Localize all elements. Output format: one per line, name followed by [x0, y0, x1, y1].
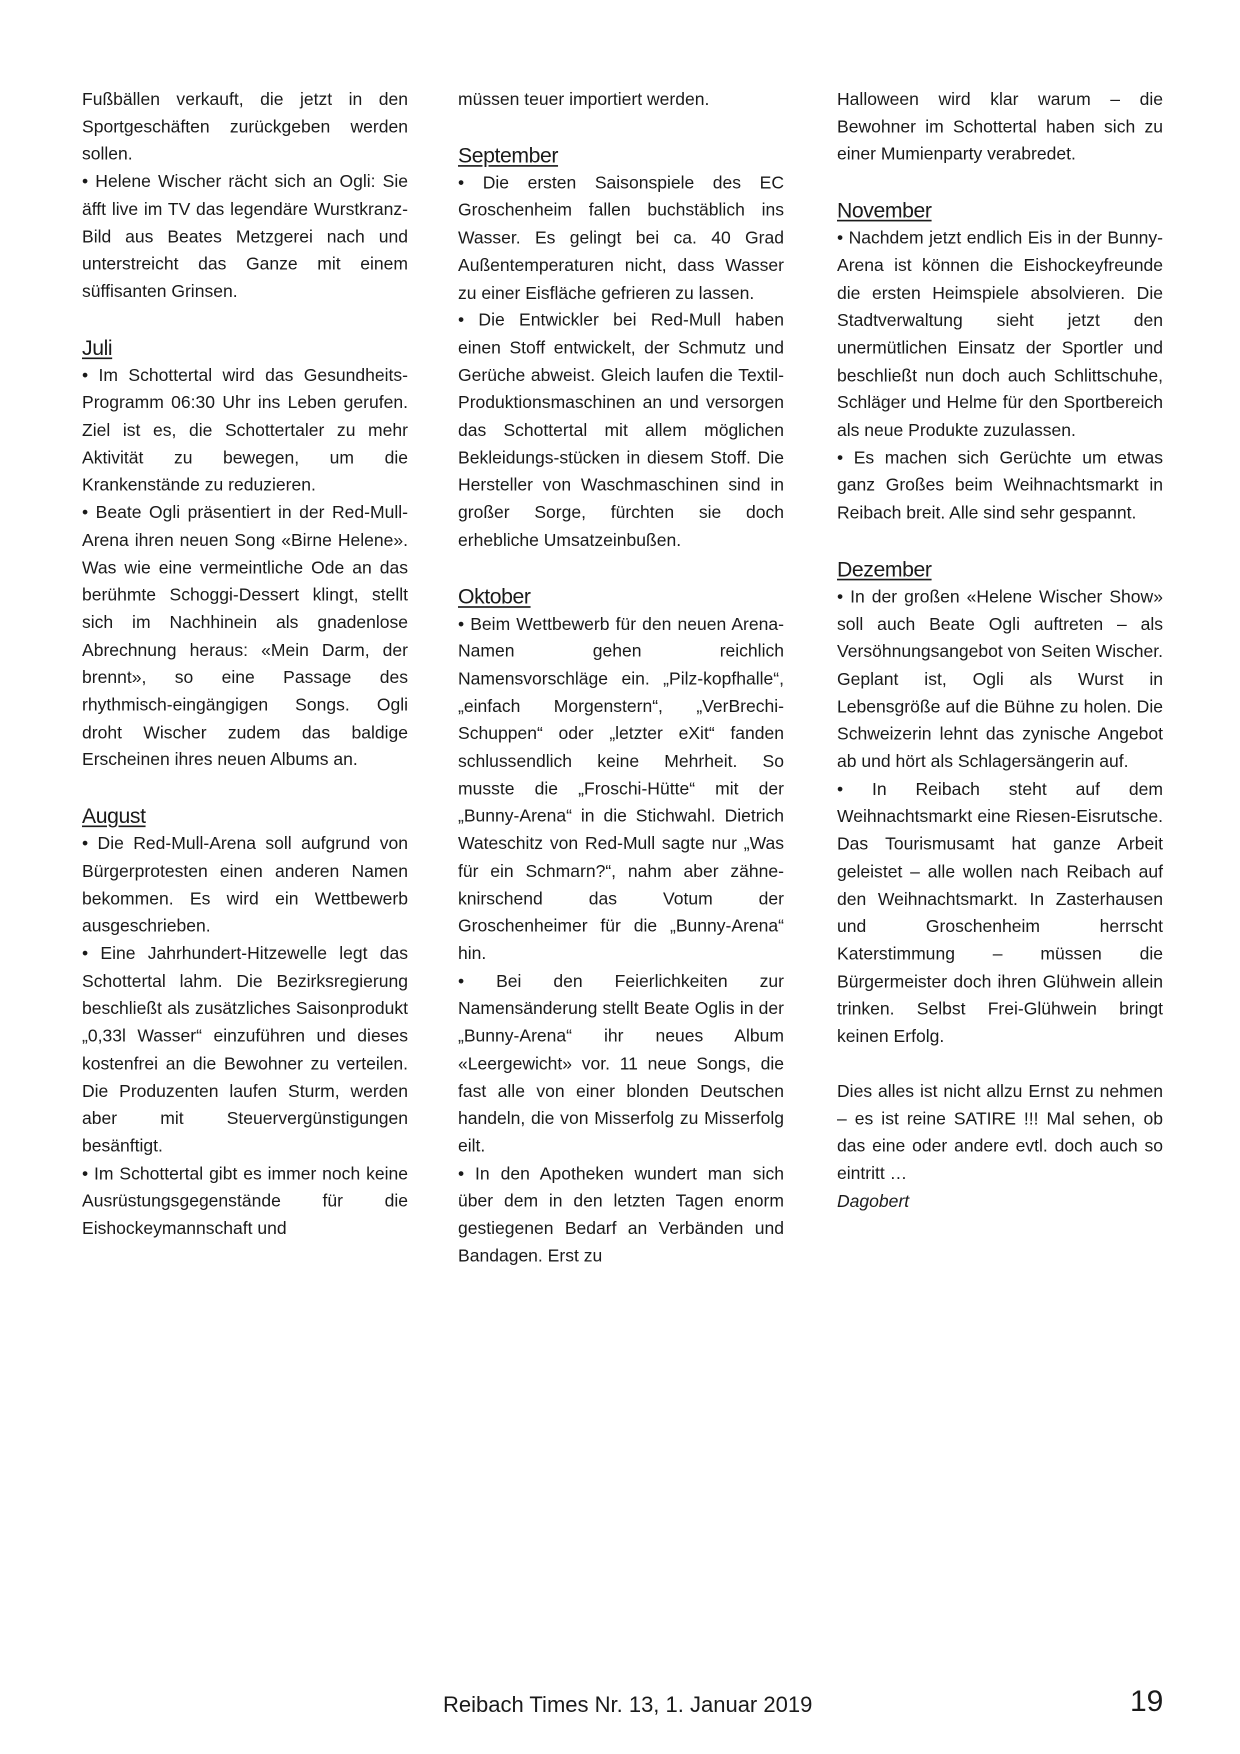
bullet-item: • Beim Wettbewerb für den neuen Arena-Namen gehen reichlich Namensvorschläge ein. „Pilz-kopfhalle“, „einfach Morgenstern“, „VerBrechi-Schuppen“ oder „letzter eXit“ fanden schlussendlich keine Mehrheit. So musste die „Froschi-Hütte“ mit der „Bunny-Arena“ in die Stichwahl. Dietrich Wateschitz von Red-Mull sagte nur „Was für ein Schmarn?“, nahm aber zähne-knirschend das Votum der Groschenheimer für die „Bunny-Arena“ hin.: [458, 611, 784, 968]
bullet-item: • Bei den Feierlichkeiten zur Namensänderung stellt Beate Oglis in der „Bunny-Arena“ ihr neues Album «Leergewicht» vor. 11 neue Songs, die fast alle von einer blonden Deutschen handeln, die von Misserfolg zu Misserfolg eilt.: [458, 968, 784, 1160]
section-heading-juli: Juli: [82, 335, 113, 360]
paragraph-continued: Fußbällen verkauft, die jetzt in den Sportgeschäften zurückgeben werden sollen.: [82, 89, 408, 164]
page-number: 19: [1130, 1685, 1164, 1718]
bullet-item: • Beate Ogli präsentiert in der Red-Mull-Arena ihren neuen Song «Birne Helene». Was wie eine vermeintliche Ode an das berühmte Schoggi-Dessert klingt, stellt sich im Nachhinein als gnadenlose Abrechnung heraus: «Mein Darm, der brennt», so eine Passage des rhythmisch-eingängigen Songs. Ogli droht Wischer zudem das baldige Erscheinen ihres neuen Albums an.: [82, 499, 408, 774]
section-heading-november: November: [837, 197, 932, 223]
footer-publication: Reibach Times Nr. 13, 1. Januar 2019: [443, 1692, 813, 1717]
column-middle: [458, 86, 784, 1270]
paragraph-continued: müssen teuer importiert werden.: [458, 89, 710, 109]
bullet-item: • Im Schottertal wird das Gesundheits-Programm 06:30 Uhr ins Leben gerufen. Ziel ist es, die Schottertaler zu mehr Aktivität zu bewegen, um die Krankenstände zu reduzieren.: [82, 362, 408, 499]
author-signature: Dagobert: [837, 1191, 910, 1211]
section-heading-august: August: [82, 803, 146, 829]
satire-disclaimer: Dies alles ist nicht allzu Ernst zu nehmen – es ist reine SATIRE !!! Mal sehen, ob das eine oder andere evtl. doch auch so eintritt …: [837, 1081, 1163, 1184]
column-right: [837, 86, 1163, 1215]
bullet-item: • Nachdem jetzt endlich Eis in der Bunny-Arena ist können die Eishockeyfreunde die ersten Heimspiele absolvieren. Die Stadtverwaltung sieht jetzt den unermütlichen Einsatz der Sportler und beschließt nun doch auch Schlittschuhe, Schläger und Helme für den Sportbereich als neue Produkte zuzulassen.: [837, 225, 1163, 445]
bullet-item: • Es machen sich Gerüchte um etwas ganz Großes beim Weihnachtsmarkt in Reibach breit. Alle sind sehr gespannt.: [837, 445, 1163, 527]
section-heading-september: September: [458, 142, 559, 168]
bullet-item: • Die Red-Mull-Arena soll aufgrund von Bürgerprotesten einen anderen Namen bekommen. Es wird ein Wettbewerb ausgeschrieben.: [82, 831, 408, 941]
bullet-item: • Die Entwickler bei Red-Mull haben einen Stoff entwickelt, der Schmutz und Gerüche abweist. Gleich laufen die Textil-Produktionsmaschinen an und versorgen das Schottertal mit allem möglichen Bekleidungs-stücken in diesem Stoff. Die Hersteller von Waschmaschinen sind in großer Sorge, fürchten sie doch erhebliche Umsatzeinbußen.: [458, 307, 784, 554]
bullet-item: • Helene Wischer rächt sich an Ogli: Sie äfft live im TV das legendäre Wurstkranz-Bild aus Beates Metzgerei nach und unterstreicht das Ganze mit einem süffisanten Grinsen.: [82, 168, 408, 305]
column-left: [82, 86, 408, 1243]
bullet-item: • In Reibach steht auf dem Weihnachtsmarkt eine Riesen-Eisrutsche. Das Tourismusamt hat ganze Arbeit geleistet – alle wollen nach Reibach auf den Weihnachtsmarkt. In Zasterhausen und Groschenheim herrscht Katerstimmung – müssen die Bürgermeister doch ihren Glühwein allein trinken. Selbst Frei-Glühwein bringt keinen Erfolg.: [837, 776, 1163, 1051]
section-heading-oktober: Oktober: [458, 583, 531, 609]
bullet-item: • Im Schottertal gibt es immer noch keine Ausrüstungsgegenstände für die Eishockeymannschaft und: [82, 1160, 408, 1242]
bullet-item: • Die ersten Saisonspiele des EC Groschenheim fallen buchstäblich ins Wasser. Es gelingt bei ca. 40 Grad Außentemperaturen nicht, dass Wasser zu einer Eisfläche gefrieren zu lassen.: [458, 170, 784, 307]
bullet-item: • In den Apotheken wundert man sich über dem in den letzten Tagen enorm gestiegenen Bedarf an Verbänden und Bandagen. Erst zu: [458, 1160, 784, 1270]
bullet-item: • In der großen «Helene Wischer Show» soll auch Beate Ogli auftreten – als Versöhnungsangebot von Seiten Wischer. Geplant ist, Ogli als Wurst in Lebensgröße auf die Bühne zu holen. Die Schweizerin lehnt das zynische Angebot ab und hört als Schlagersängerin auf.: [837, 584, 1163, 776]
paragraph-continued: Halloween wird klar warum – die Bewohner im Schottertal haben sich zu einer Mumienparty verabredet.: [837, 89, 1163, 164]
bullet-item: • Eine Jahrhundert-Hitzewelle legt das Schottertal lahm. Die Bezirksregierung beschließt als zusätzliches Saisonprodukt „0,33l Wasser“ einzuführen und dieses kostenfrei an die Bewohner zu verteilen. Die Produzenten laufen Sturm, werden aber mit Steuervergünstigungen besänftigt.: [82, 940, 408, 1160]
section-heading-dezember: Dezember: [837, 556, 932, 582]
